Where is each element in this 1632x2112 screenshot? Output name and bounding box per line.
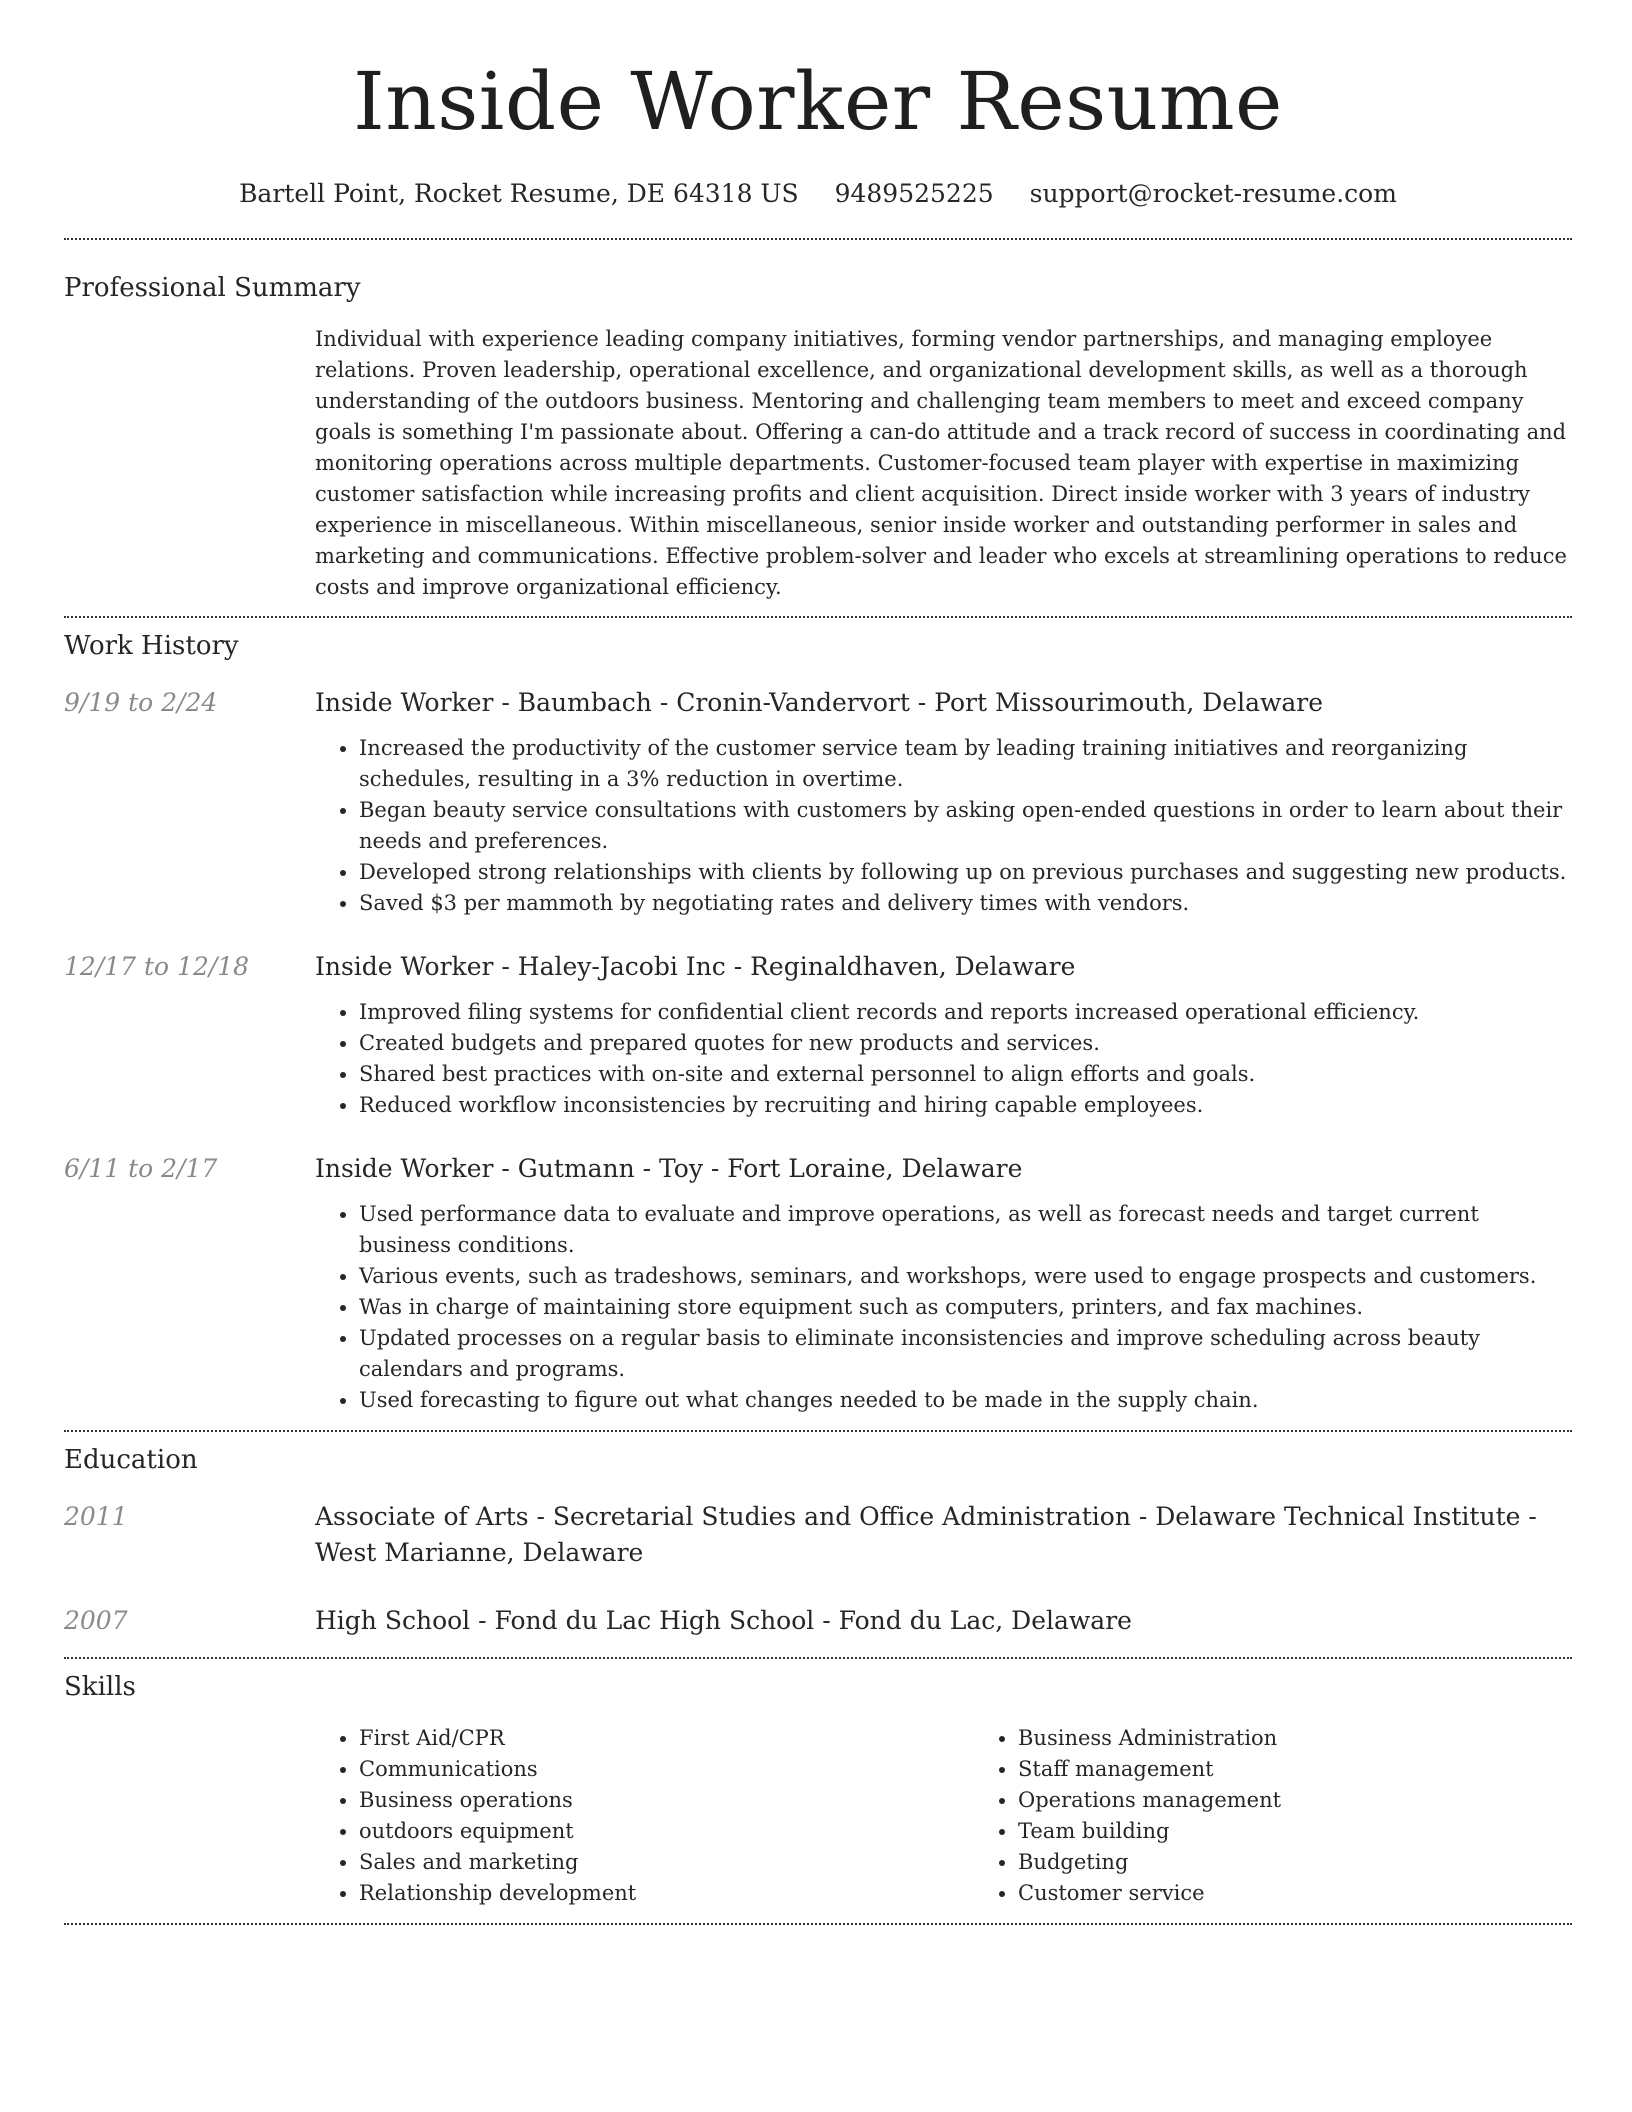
- work-section: [64, 628, 1572, 1416]
- skills-section: [64, 1669, 1572, 1909]
- divider: [64, 238, 1572, 240]
- job-title: Inside Worker - Baumbach - Cronin-Vandervort - Port Missourimouth, Delaware: [315, 688, 1324, 717]
- education-title: High School - Fond du Lac High School - Fond du Lac, Delaware: [315, 1606, 1132, 1635]
- job-bullet: • Reduced workflow inconsistencies by recruiting and hiring capable employees.: [359, 1090, 1572, 1121]
- job-entry: [64, 685, 1572, 919]
- skill-item: • Staff management: [1018, 1754, 1632, 1785]
- job-bullet: • Developed strong relationships with clients by following up on previous purchases and suggesting new products.: [359, 857, 1572, 888]
- job-bullet: • Shared best practices with on-site and external personnel to align efforts and goals.: [359, 1059, 1572, 1090]
- summary-section: [64, 270, 1572, 603]
- contact-email: support@rocket-resume.com: [1029, 179, 1397, 208]
- skill-item: • Business operations: [359, 1785, 974, 1816]
- job-bullet: • Saved $3 per mammoth by negotiating rates and delivery times with vendors.: [359, 888, 1572, 919]
- job-dates: 6/11 to 2/17: [64, 1154, 218, 1183]
- skill-item: • Communications: [359, 1754, 974, 1785]
- skill-item: • Operations management: [1018, 1785, 1632, 1816]
- contact-line: [64, 176, 1572, 212]
- resume-title: Inside Worker Resume: [353, 55, 1283, 148]
- skills-list-right: [974, 1723, 1632, 1909]
- job-bullet: • Began beauty service consultations with customers by asking open-ended questions in order to learn about their needs and preferences.: [359, 795, 1572, 857]
- resume-page: [64, 0, 1572, 1925]
- section-heading-skills: Skills: [64, 1672, 136, 1702]
- skill-item: • Relationship development: [359, 1878, 974, 1909]
- education-entry: [64, 1499, 1572, 1571]
- job-bullet: • Updated processes on a regular basis to eliminate inconsistencies and improve scheduling across beauty calendars and programs.: [359, 1323, 1572, 1385]
- job-bullet: • Various events, such as tradeshows, seminars, and workshops, were used to engage prospects and customers.: [359, 1261, 1572, 1292]
- section-heading-work: Work History: [64, 631, 239, 661]
- skill-item: • Customer service: [1018, 1878, 1632, 1909]
- skills-list-left: [315, 1723, 974, 1909]
- skill-item: • First Aid/CPR: [359, 1723, 974, 1754]
- job-bullets: [315, 997, 1572, 1121]
- education-section: [64, 1442, 1572, 1639]
- skill-item: • outdoors equipment: [359, 1816, 974, 1847]
- skill-item: • Sales and marketing: [359, 1847, 974, 1878]
- divider: [64, 1657, 1572, 1659]
- section-heading-education: Education: [64, 1445, 198, 1475]
- job-bullet: • Was in charge of maintaining store equipment such as computers, printers, and fax machines.: [359, 1292, 1572, 1323]
- education-year: 2011: [64, 1502, 128, 1531]
- divider: [64, 1430, 1572, 1432]
- job-dates: 9/19 to 2/24: [64, 688, 218, 717]
- divider: [64, 1923, 1572, 1925]
- job-title: Inside Worker - Gutmann - Toy - Fort Loraine, Delaware: [315, 1154, 1023, 1183]
- contact-address: Bartell Point, Rocket Resume, DE 64318 US: [239, 179, 799, 208]
- job-bullet: • Created budgets and prepared quotes for new products and services.: [359, 1028, 1572, 1059]
- job-title: Inside Worker - Haley-Jacobi Inc - Reginaldhaven, Delaware: [315, 952, 1076, 981]
- education-year: 2007: [64, 1606, 128, 1635]
- job-bullet: • Improved filing systems for confidential client records and reports increased operational efficiency.: [359, 997, 1572, 1028]
- skill-item: • Business Administration: [1018, 1723, 1632, 1754]
- job-dates: 12/17 to 12/18: [64, 952, 250, 981]
- job-bullet: • Used forecasting to figure out what changes needed to be made in the supply chain.: [359, 1385, 1572, 1416]
- skill-item: • Team building: [1018, 1816, 1632, 1847]
- job-bullet: • Increased the productivity of the customer service team by leading training initiatives and reorganizing schedules, resulting in a 3% reduction in overtime.: [359, 733, 1572, 795]
- education-title: Associate of Arts - Secretarial Studies and Office Administration - Delaware Technical Institute - West Marianne, Delaware: [315, 1502, 1537, 1567]
- divider: [64, 616, 1572, 618]
- education-entry: [64, 1603, 1572, 1639]
- job-bullet: • Used performance data to evaluate and improve operations, as well as forecast needs and target current business conditions.: [359, 1199, 1572, 1261]
- job-entry: [64, 949, 1572, 1121]
- job-bullets: [315, 733, 1572, 919]
- skill-item: • Budgeting: [1018, 1847, 1632, 1878]
- summary-text: Individual with experience leading company initiatives, forming vendor partnerships, and managing employee relations. Proven leadership, operational excellence, and organizational development skills, as well as a thorough understanding of the outdoors business. Mentoring and challenging team members to meet and exceed company goals is something I'm passionate about. Offering a can-do attitude and a track record of success in coordinating and monitoring operations across multiple departments. Customer-focused team player with expertise in maximizing customer satisfaction while increasing profits and client acquisition. Direct inside worker with 3 years of industry experience in miscellaneous. Within miscellaneous, senior inside worker and outstanding performer in sales and marketing and communications. Effective problem-solver and leader who excels at streamlining operations to reduce costs and improve organizational efficiency.: [315, 327, 1567, 599]
- job-entry: [64, 1151, 1572, 1416]
- contact-phone: 9489525225: [834, 179, 994, 208]
- job-bullets: [315, 1199, 1572, 1416]
- section-heading-summary: Professional Summary: [64, 273, 361, 303]
